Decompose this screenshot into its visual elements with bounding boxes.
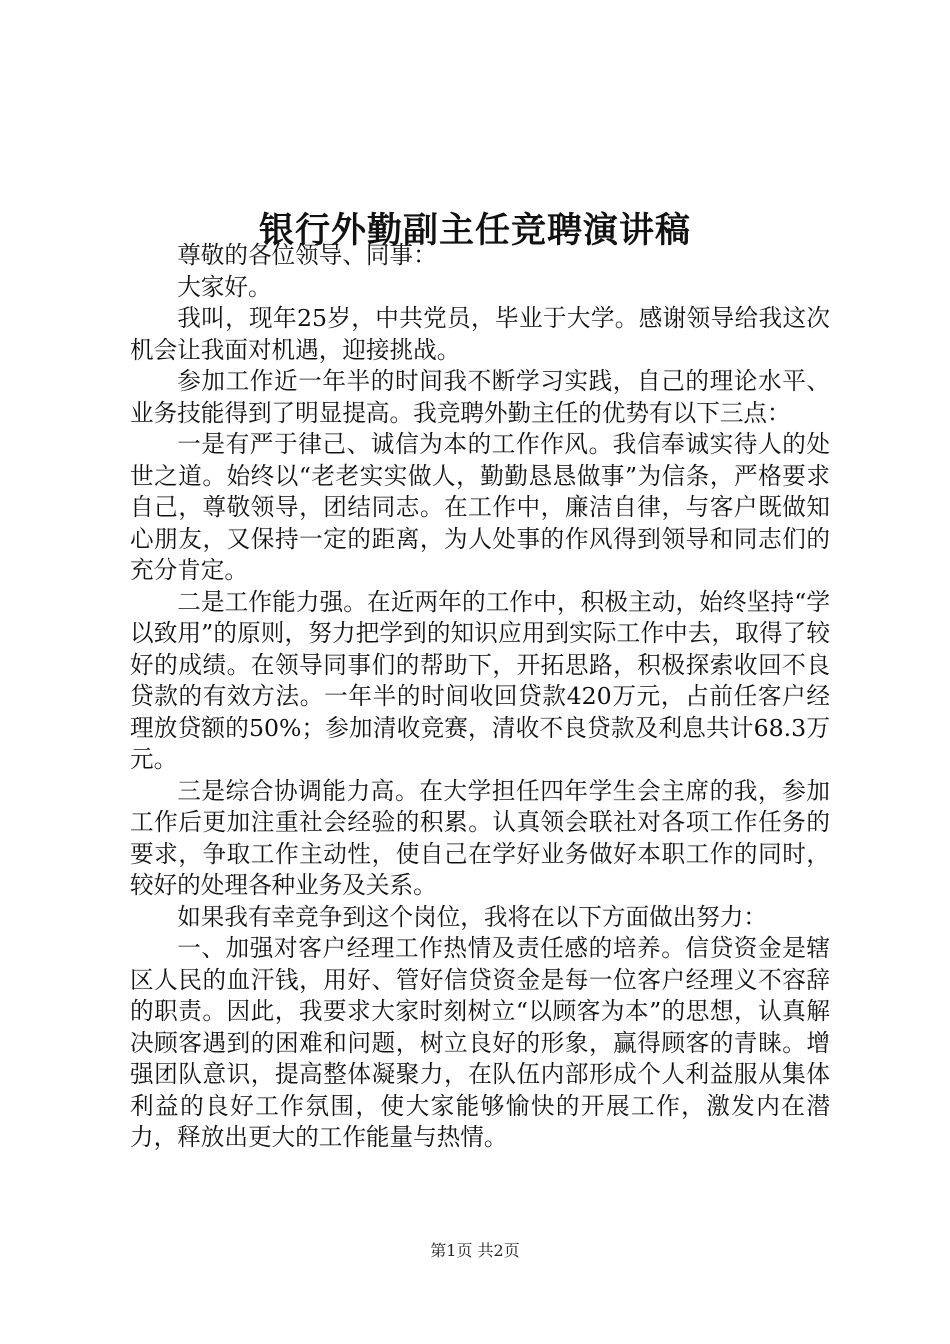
strength-two-paragraph: 二是工作能力强。在近两年的工作中，积极主动，始终坚持“学以致用”的原则，努力把学到的知识应用到实际工作中去，取得了较好的成绩。在领导同事们的帮助下，开拓思路，积极探索收回不良贷款的有效方法。一年半的时间收回贷款420万元，占前任客户经理放贷额的50%；参加清收竞赛，清收不良贷款及利息共计68.3万元。 [130, 587, 830, 773]
strength-three-paragraph: 三是综合协调能力高。在大学担任四年学生会主席的我，参加工作后更加注重社会经验的积累。认真领会联社对各项工作任务的要求，争取工作主动性，使自己在学好业务做好本职工作的同时，较好的处理各种业务及关系。 [130, 776, 830, 899]
salutation-paragraph: 大家好。 [177, 272, 272, 301]
strength-one-paragraph: 一是有严于律己、诚信为本的工作作风。我信奉诚实待人的处世之道。始终以“老老实实做人，勤勤恳恳做事”为信条，严格要求自己，尊敬领导，团结同志。在工作中，廉洁自律，与客户既做知心朋友，又保持一定的距离，为人处事的作风得到领导和同志们的充分肯定。 [130, 430, 830, 584]
document-body [130, 240, 830, 1154]
document-title: 银行外勤副主任竞聘演讲稿 [258, 210, 691, 252]
plan-intro-paragraph: 如果我有幸竞争到这个岗位，我将在以下方面做出努力： [177, 902, 768, 931]
plan-one-paragraph: 一、加强对客户经理工作热情及责任感的培养。信贷资金是辖区人民的血汗钱，用好、管好信贷资金是每一位客户经理义不容辞的职责。因此，我要求大家时刻树立“以顾客为本”的思想，认真解决顾客遇到的困难和问题，树立良好的形象，赢得顾客的青睐。增强团队意识，提高整体凝聚力，在队伍内部形成个人利益服从集体利益的良好工作氛围，使大家能够愉快的开展工作，激发内在潜力，释放出更大的工作能量与热情。 [130, 934, 830, 1151]
greeting-paragraph: 尊敬的各位领导、同事： [177, 241, 437, 269]
experience-paragraph: 参加工作近一年半的时间我不断学习实践，自己的理论水平、业务技能得到了明显提高。我竞聘外勤主任的优势有以下三点： [130, 367, 830, 427]
intro-paragraph: 我叫，现年25岁，中共党员，毕业于大学。感谢领导给我这次机会让我面对机遇，迎接挑战。 [130, 304, 830, 364]
page-number-footer: 第1页 共2页 [430, 1241, 520, 1260]
